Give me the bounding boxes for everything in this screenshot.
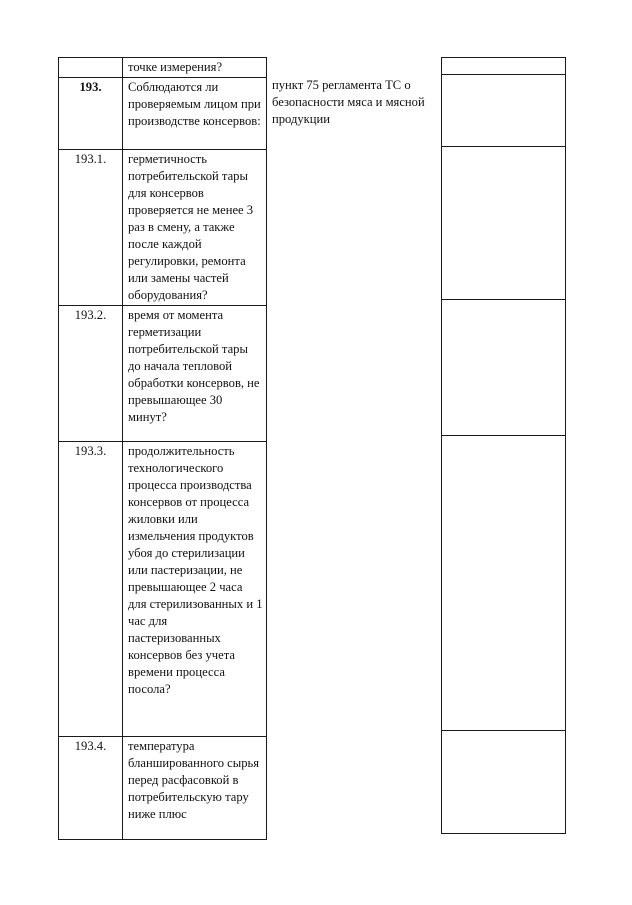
item-number: 193.2. [59,306,123,442]
table-row [59,737,267,840]
result-cell-row [442,300,566,436]
item-number: 193.1. [59,150,123,306]
result-cell-row [442,75,566,147]
result-cell-row [442,731,566,834]
requirement-reference: пункт 75 регламента ТС о безопасности мяса и мясной продукции [272,78,425,126]
result-cell-row [442,436,566,731]
item-question: герметичность потребительской тары для консервов проверяется не менее 3 раз в смену, а также после каждой регулировки, ремонта или замены частей оборудования? [123,150,267,306]
item-question: точке измерения? [123,58,267,78]
table-row [59,306,267,442]
item-number: 193.3. [59,442,123,737]
table-row [59,58,267,78]
item-question: продолжительность технологического процесса производства консервов от процесса жиловки или измельчения продуктов убоя до стерилизации или пастеризации, не превышающее 2 часа для стерилизованных и 1 час для пастеризованных консервов без учета времени процесса посола? [123,442,267,737]
table-row [59,150,267,306]
result-cell-row [442,58,566,75]
item-number: 193.4. [59,737,123,840]
item-question: время от момента герметизации потребительской тары до начала тепловой обработки консервов, не превышающее 30 минут? [123,306,267,442]
table-row [59,78,267,150]
checklist-table [58,57,267,840]
item-question: Соблюдаются ли проверяемым лицом при производстве консервов: [123,78,267,150]
item-number [59,58,123,78]
item-number: 193. [59,78,123,150]
result-column [441,57,566,834]
item-question: температура бланшированного сырья перед расфасовкой в потребительскую тару ниже плюс [123,737,267,840]
table-row [59,442,267,737]
result-cell-row [442,147,566,300]
